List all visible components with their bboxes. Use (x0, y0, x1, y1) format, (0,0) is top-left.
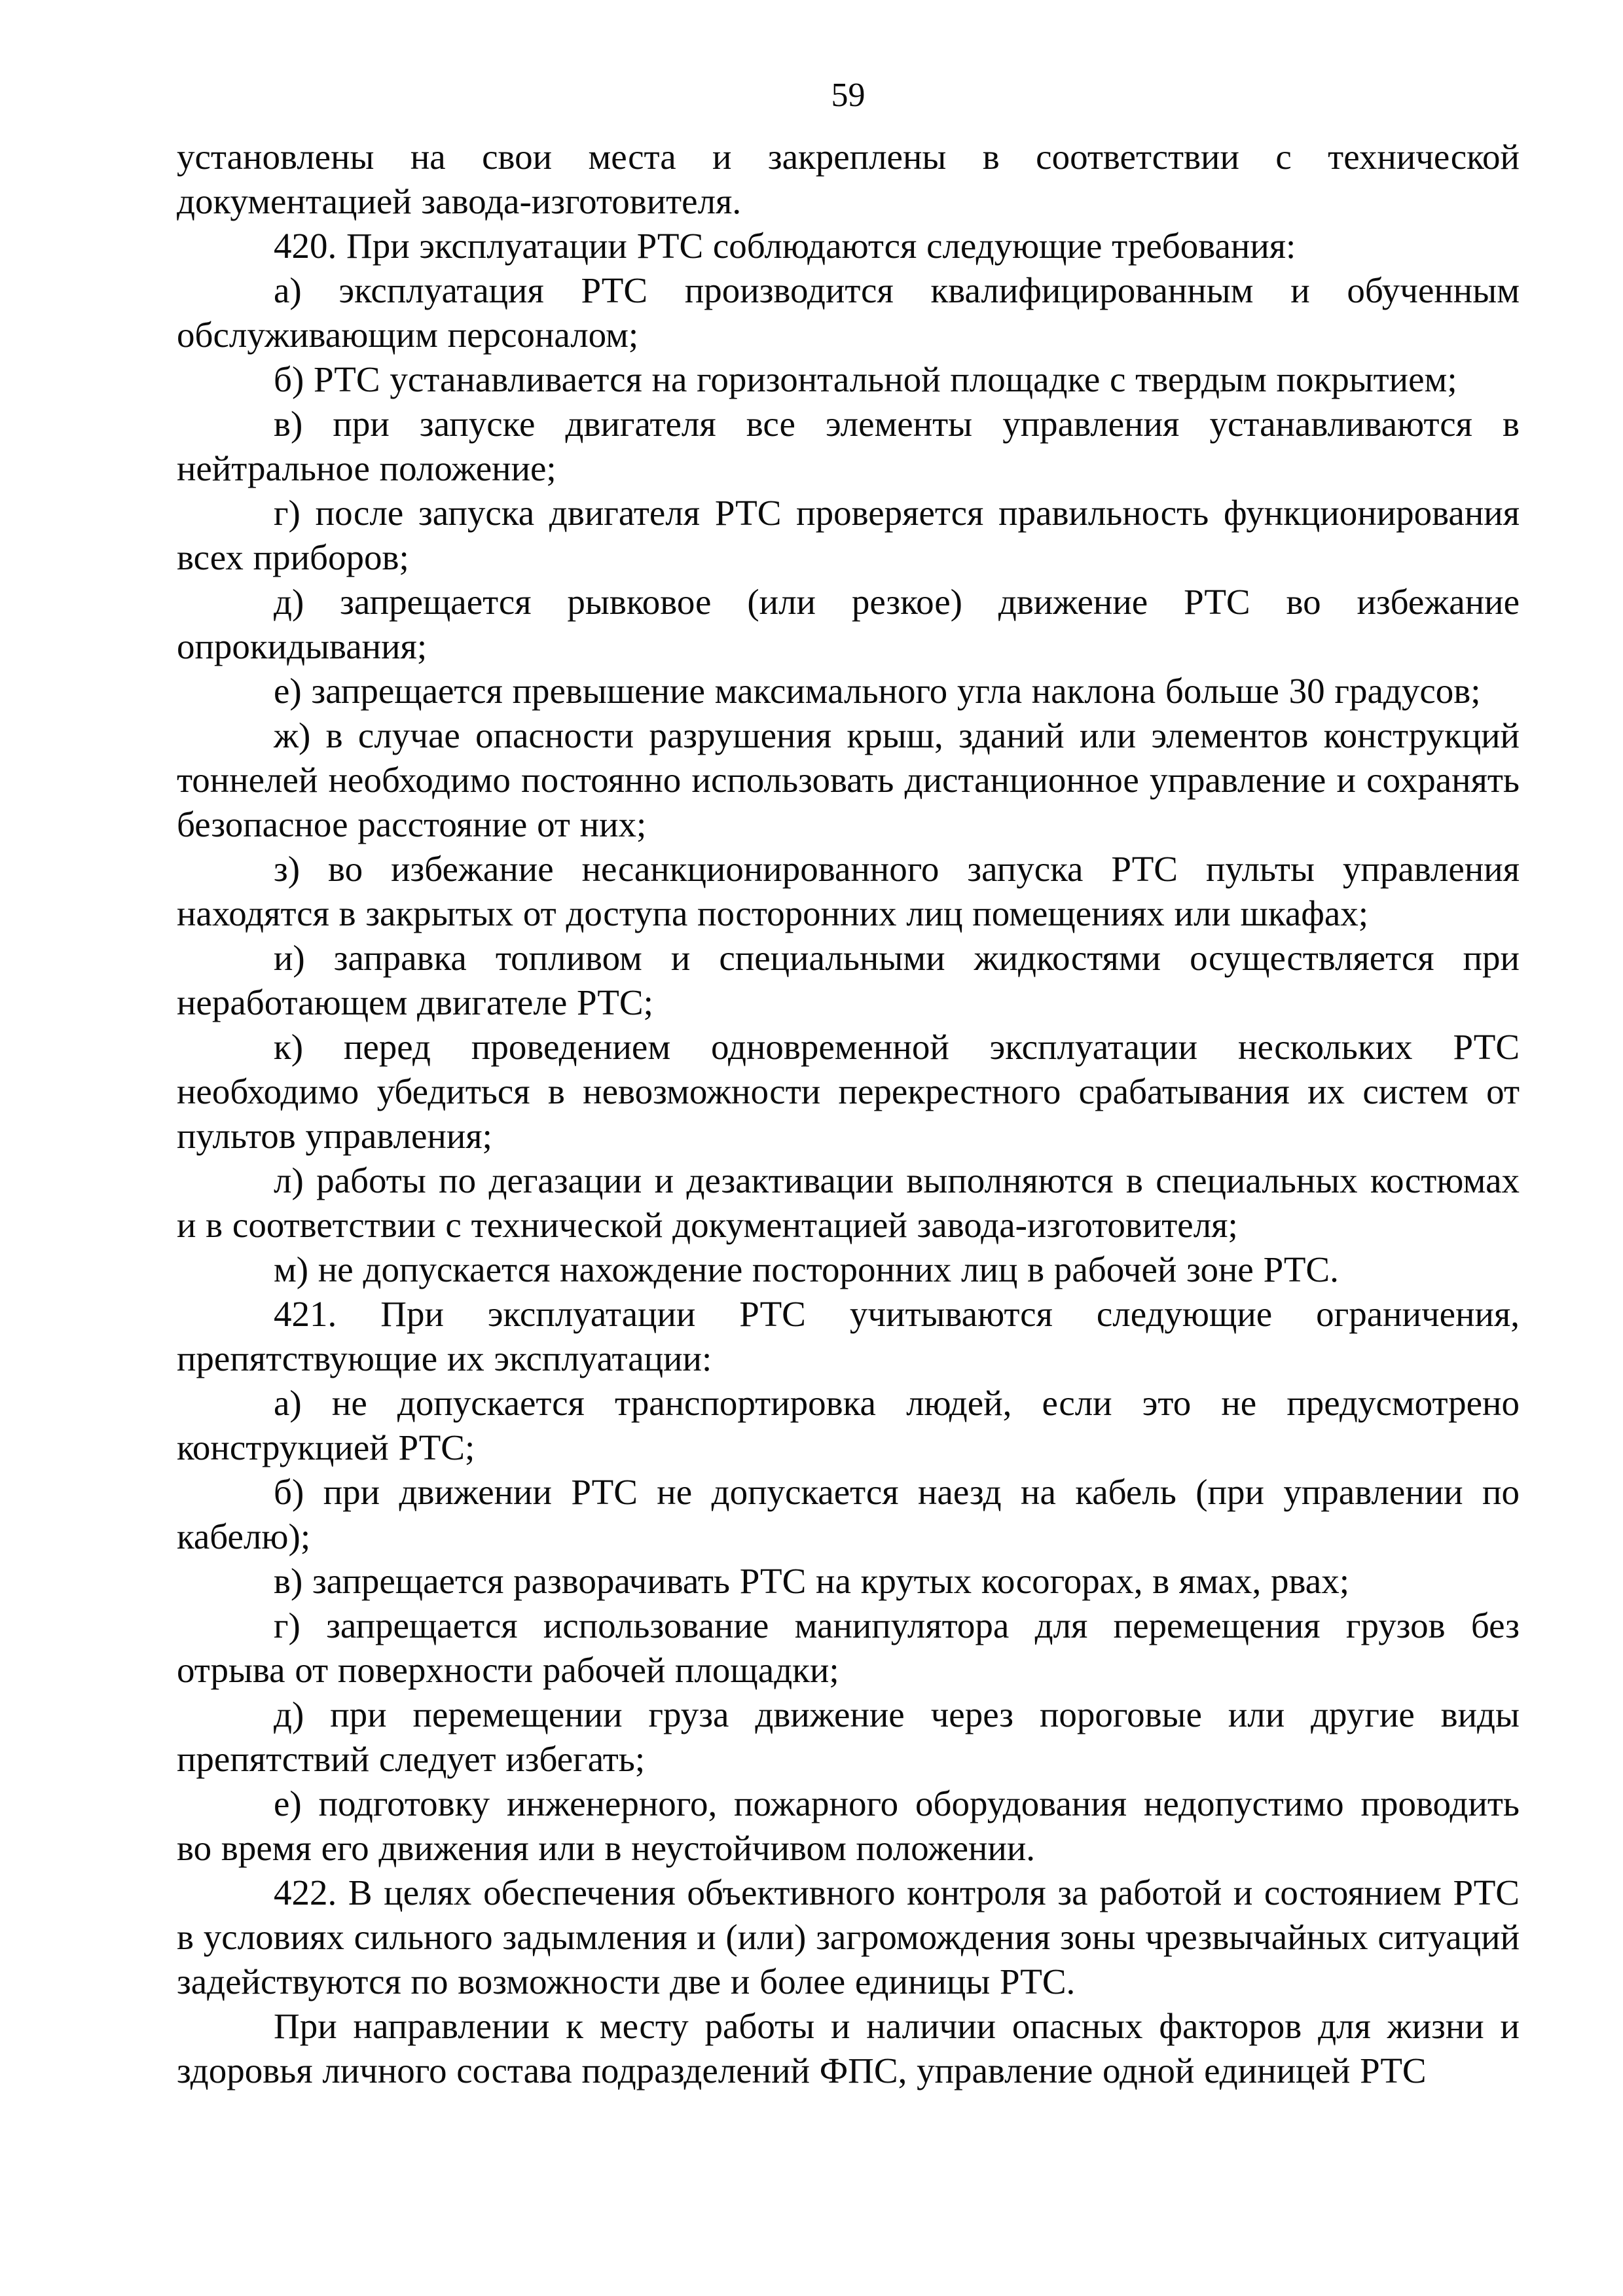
paragraph: и) заправка топливом и специальными жидкостями осуществляется при неработающем двигателе РТС; (177, 938, 1520, 1022)
paragraph: 422. В целях обеспечения объективного контроля за работой и состоянием РТС в условиях сильного задымления и (или) загромождения зоны чрезвычайных ситуаций задействуются по возможности две и более единицы РТС. (177, 1873, 1520, 2001)
paragraph: г) после запуска двигателя РТС проверяется правильность функционирования всех приборов; (177, 493, 1520, 577)
paragraph: ж) в случае опасности разрушения крыш, зданий или элементов конструкций тоннелей необходимо постоянно использовать дистанционное управление и сохранять безопасное расстояние от них; (177, 715, 1520, 844)
paragraph: установлены на свои места и закреплены в соответствии с технической документацией завода-изготовителя. (177, 137, 1520, 221)
paragraph: При направлении к месту работы и наличии опасных факторов для жизни и здоровья личного состава подразделений ФПС, управление одной единицей РТС (177, 2006, 1520, 2090)
paragraph: л) работы по дегазации и дезактивации выполняются в специальных костюмах и в соответствии с технической документацией завода-изготовителя; (177, 1160, 1520, 1245)
paragraph: д) запрещается рывковое (или резкое) движение РТС во избежание опрокидывания; (177, 582, 1520, 666)
paragraph: з) во избежание несанкционированного запуска РТС пульты управления находятся в закрытых от доступа посторонних лиц помещениях или шкафах; (177, 849, 1520, 933)
paragraph: г) запрещается использование манипулятора для перемещения грузов без отрыва от поверхности рабочей площадки; (177, 1605, 1520, 1690)
paragraph: б) РТС устанавливается на горизонтальной площадке с твердым покрытием; (274, 359, 1457, 399)
paragraph: м) не допускается нахождение посторонних лиц в рабочей зоне РТС. (274, 1249, 1339, 1289)
page-number: 59 (831, 77, 866, 114)
document-body (177, 135, 1520, 2093)
paragraph: б) при движении РТС не допускается наезд на кабель (при управлении по кабелю); (177, 1472, 1520, 1556)
paragraph: а) эксплуатация РТС производится квалифицированным и обученным обслуживающим персоналом; (177, 270, 1520, 355)
paragraph: в) запрещается разворачивать РТС на крутых косогорах, в ямах, рвах; (274, 1561, 1349, 1601)
paragraph: в) при запуске двигателя все элементы управления устанавливаются в нейтральное положение; (177, 404, 1520, 488)
paragraph: 420. При эксплуатации РТС соблюдаются следующие требования: (274, 226, 1296, 266)
paragraph: к) перед проведением одновременной эксплуатации нескольких РТС необходимо убедиться в невозможности перекрестного срабатывания их систем от пультов управления; (177, 1027, 1520, 1156)
paragraph: 421. При эксплуатации РТС учитываются следующие ограничения, препятствующие их эксплуатации: (177, 1294, 1520, 1378)
paragraph: е) запрещается превышение максимального угла наклона больше 30 градусов; (274, 671, 1481, 711)
paragraph: е) подготовку инженерного, пожарного оборудования недопустимо проводить во время его движения или в неустойчивом положении. (177, 1784, 1520, 1868)
paragraph: д) при перемещении груза движение через пороговые или другие виды препятствий следует избегать; (177, 1695, 1520, 1779)
paragraph: а) не допускается транспортировка людей, если это не предусмотрено конструкцией РТС; (177, 1383, 1520, 1467)
